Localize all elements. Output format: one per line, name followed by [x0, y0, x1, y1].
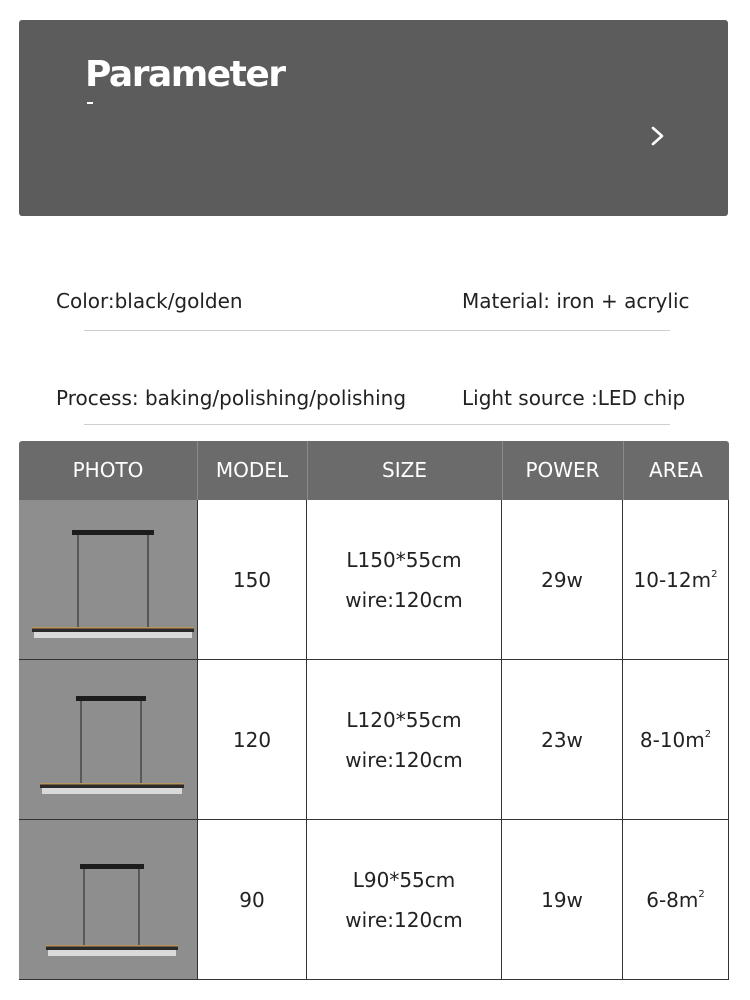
area-cell: [623, 820, 729, 980]
table-row: [19, 660, 729, 820]
banner-dash-mark: [87, 102, 93, 104]
table-row: [19, 820, 729, 980]
wire-value: wire:120cm: [345, 747, 463, 772]
photo-cell: [19, 500, 197, 660]
model-cell: [197, 820, 307, 980]
area-value: 6-8m: [646, 887, 699, 912]
model-cell: [197, 660, 307, 820]
area-cell: [623, 500, 729, 660]
power-value: 19w: [541, 887, 583, 912]
spec-light-source: Light source :LED chip: [462, 386, 686, 410]
area-superscript: 2: [711, 568, 718, 580]
pendant-lamp-90-image: [20, 830, 196, 970]
model-value: 120: [232, 727, 272, 752]
photo-cell: [19, 820, 197, 980]
table-header: [19, 441, 729, 500]
size-value: L150*55cm: [346, 547, 462, 572]
spec-color: Color:black/golden: [56, 289, 243, 313]
spec-divider-1: [84, 330, 670, 331]
photo-cell: [19, 660, 197, 820]
spec-process: Process: baking/polishing/polishing: [56, 386, 407, 410]
power-value: 29w: [541, 567, 583, 592]
header-area: AREA: [649, 458, 703, 482]
size-value: L120*55cm: [346, 707, 462, 732]
table-row: [19, 500, 729, 660]
size-cell: [307, 660, 502, 820]
area-superscript: 2: [698, 888, 705, 900]
spec-divider-2: [84, 424, 670, 425]
power-cell: [502, 820, 623, 980]
area-superscript: 2: [704, 728, 712, 740]
size-cell: [307, 820, 502, 980]
power-cell: [502, 660, 623, 820]
parameter-banner: [19, 20, 728, 216]
size-value: L90*55cm: [352, 867, 456, 892]
model-value: 150: [232, 567, 272, 592]
model-value: 90: [239, 887, 265, 912]
spec-material: Material: iron + acrylic: [462, 289, 690, 313]
wire-value: wire:120cm: [345, 587, 463, 612]
area-value: 8-10m: [639, 727, 705, 752]
chevron-right-icon[interactable]: [648, 124, 668, 148]
banner-title: Parameter: [85, 54, 285, 95]
size-cell: [307, 500, 502, 660]
header-model: MODEL: [215, 458, 289, 482]
area-cell: [623, 660, 729, 820]
area-value: 10-12m: [633, 567, 712, 592]
parameter-table: [19, 441, 729, 981]
power-cell: [502, 500, 623, 660]
model-cell: [197, 500, 307, 660]
header-photo: PHOTO: [72, 458, 144, 482]
header-power: POWER: [525, 458, 600, 482]
pendant-lamp-120-image: [20, 670, 196, 810]
pendant-lamp-150-image: [20, 510, 196, 650]
header-size: SIZE: [382, 458, 427, 482]
power-value: 23w: [541, 727, 583, 752]
wire-value: wire:120cm: [345, 907, 463, 932]
